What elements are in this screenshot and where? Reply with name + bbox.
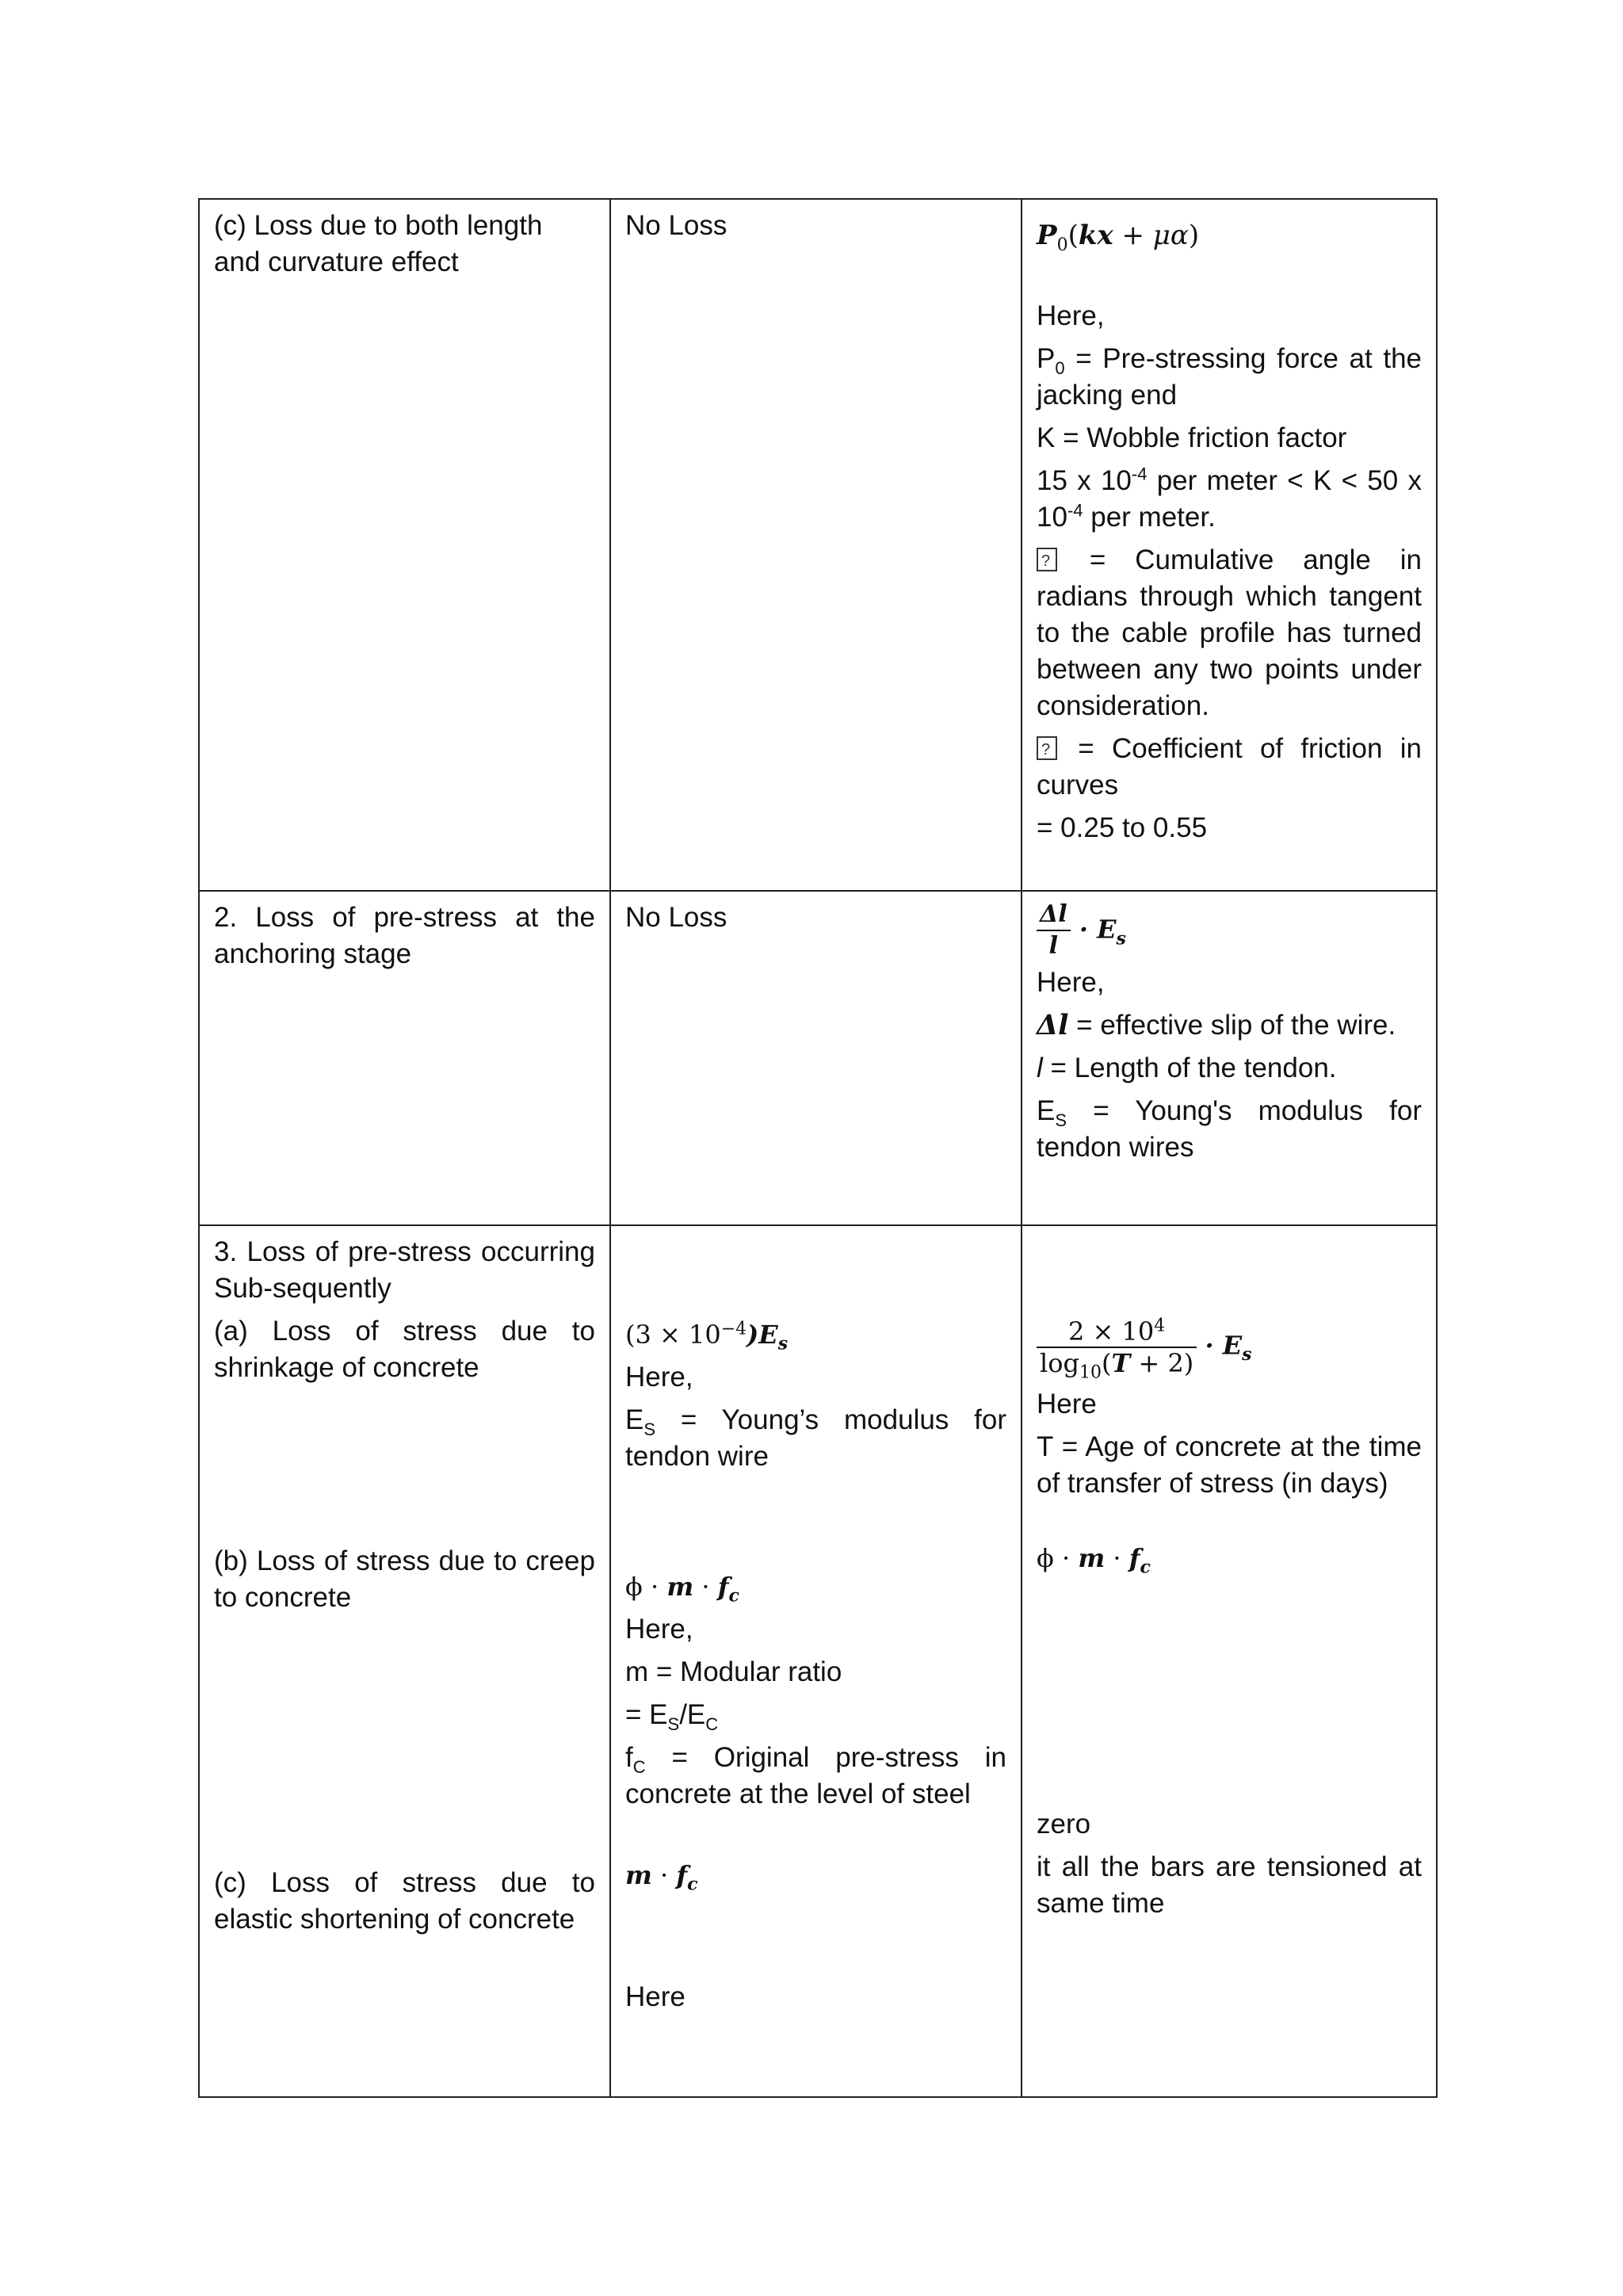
age-definition: T = Age of concrete at the time of transfer of stress (in days) [1037, 1431, 1422, 1499]
posttensioning-cell [1022, 1225, 1437, 2097]
p0-definition: $P_0$ = Pre-stressing force at the jacking end [1037, 343, 1422, 411]
elastic-loss-note: it all the bars are tensioned at same time [1037, 1851, 1422, 1919]
elastic-shortening-label: (c) Loss of stress due to elastic shortening of concrete [214, 1867, 595, 1935]
formula-shrinkage-post: $\frac{2 \times 10^4}{\log_{10}(T + 2)}$ · $E_s$ [1037, 1316, 1422, 1378]
table-row [199, 891, 1437, 1225]
loss-type-text: (c) Loss due to both length and curvature effect [214, 210, 543, 277]
posttensioning-cell [1022, 891, 1437, 1225]
loss-type-cell [199, 199, 610, 891]
subsequent-loss-heading: 3. Loss of pre-stress occurring Sub-sequently [214, 1236, 595, 1304]
fc-definition: $f_C$ = Original pre-stress in concrete at the level of steel [625, 1742, 1006, 1809]
modular-ratio-definition: m = Modular ratio [625, 1656, 842, 1687]
es-definition: $E_S$ = Young’s modulus for tendon wire [625, 1404, 1006, 1472]
formula-elastic-pre: $m \cdot f_c$ [625, 1860, 698, 1895]
creep-loss-label: (b) Loss of stress due to creep to concrete [214, 1545, 595, 1613]
pretensioning-cell [610, 199, 1022, 891]
modular-ratio-formula: = $E_S/E_C$ [625, 1699, 719, 1734]
pretensioning-cell [610, 1225, 1022, 2097]
es-definition: $E_S$ = Young's modulus for tendon wires [1037, 1095, 1422, 1163]
pretensioning-value: No Loss [625, 210, 727, 241]
k-definition: K = Wobble friction factor [1037, 422, 1347, 453]
here-label: Here, [1037, 967, 1105, 998]
length-definition: l = Length of the tendon. [1037, 1052, 1337, 1083]
formula-anchorage: $\frac{\Delta l}{l}$ · $E_s$ [1037, 900, 1422, 961]
elastic-loss-value: zero [1037, 1809, 1091, 1839]
prestress-loss-table [198, 198, 1438, 2098]
table-row [199, 199, 1437, 891]
shrinkage-loss-label: (a) Loss of stress due to shrinkage of concrete [214, 1316, 595, 1383]
here-label: Here, [625, 1614, 693, 1645]
here-label: Here, [625, 1362, 693, 1392]
loss-type-cell [199, 891, 610, 1225]
k-range: 15 x $10^{-4}$ per meter < K < 50 x $10^{-4}$ per meter. [1037, 464, 1422, 533]
mu-range: = 0.25 to 0.55 [1037, 812, 1208, 843]
mu-definition: ? = Coefficient of friction in curves [1037, 731, 1422, 804]
missing-glyph-icon [1037, 736, 1057, 760]
loss-type-text: 2. Loss of pre-stress at the anchoring stage [214, 902, 595, 969]
missing-glyph-icon [1037, 548, 1057, 571]
pretensioning-cell [610, 891, 1022, 1225]
formula-creep-post: $\phi \cdot m \cdot f_c$ [1037, 1543, 1151, 1578]
here-label: Here [625, 1981, 685, 2012]
here-label: Here, [1037, 300, 1105, 331]
formula-creep-pre: $\phi \cdot m \cdot f_c$ [625, 1572, 739, 1606]
pretensioning-value: No Loss [625, 902, 727, 933]
table-row [199, 1225, 1437, 2097]
formula-friction: $P_0(kx + \mu\alpha)$ [1037, 220, 1200, 255]
here-label: Here [1037, 1389, 1097, 1419]
formula-shrinkage-pre: $(3 \times 10^{-4})E_s$ [625, 1319, 789, 1354]
slip-definition: Δl = effective slip of the wire. [1037, 1009, 1396, 1041]
posttensioning-cell [1022, 199, 1437, 891]
loss-type-cell [199, 1225, 610, 2097]
alpha-definition: ? = Cumulative angle in radians through which tangent to the cable profile has turned between any two points under consideration. [1037, 542, 1422, 724]
